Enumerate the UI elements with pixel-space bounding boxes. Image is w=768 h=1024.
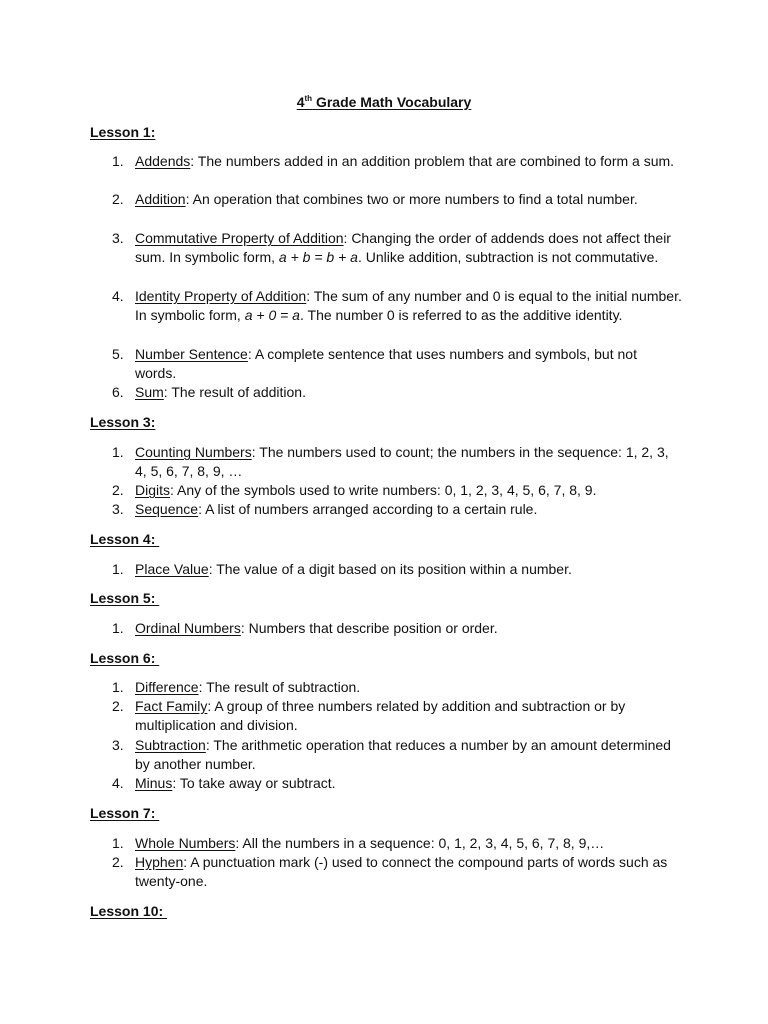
lesson-heading: Lesson 5: bbox=[90, 590, 160, 606]
vocab-term: Place Value bbox=[135, 561, 209, 577]
item-number: 5. bbox=[112, 346, 124, 362]
vocab-item bbox=[112, 834, 682, 853]
symbolic-formula: a + 0 = a bbox=[244, 307, 300, 324]
title-number: 4 bbox=[296, 94, 305, 110]
vocab-item bbox=[112, 345, 682, 384]
vocab-item bbox=[112, 560, 682, 579]
vocab-definition: : A list of numbers arranged according to a certain rule. bbox=[198, 501, 538, 517]
vocab-definition-end: . Unlike addition, subtraction is not commutative. bbox=[357, 249, 659, 266]
item-number: 2. bbox=[112, 482, 124, 498]
vocab-term: Sum bbox=[135, 384, 164, 400]
vocab-definition: : A complete sentence that uses numbers and symbols, but not words. bbox=[135, 346, 637, 382]
item-number: 1. bbox=[112, 561, 124, 577]
vocab-definition: : The numbers added in an addition problem that are combined to form a sum. bbox=[190, 153, 675, 169]
vocab-definition: : The result of subtraction. bbox=[198, 679, 361, 695]
lesson-heading: Lesson 6: bbox=[90, 650, 160, 666]
item-number: 1. bbox=[112, 679, 124, 695]
lesson-heading: Lesson 10: bbox=[90, 903, 168, 919]
item-number: 2. bbox=[112, 191, 124, 207]
vocab-definition: : The result of addition. bbox=[163, 384, 306, 400]
vocab-item bbox=[112, 678, 682, 697]
vocab-definition-end: . The number 0 is referred to as the additive identity. bbox=[299, 307, 623, 324]
vocab-definition: : Numbers that describe position or order. bbox=[240, 620, 498, 636]
vocab-term: Identity Property of Addition bbox=[135, 288, 307, 304]
item-number: 1. bbox=[112, 444, 124, 460]
item-number: 2. bbox=[112, 698, 124, 714]
vocab-term: Addends bbox=[135, 153, 191, 169]
item-number: 1. bbox=[112, 153, 124, 169]
item-number: 1. bbox=[112, 620, 124, 636]
item-number: 2. bbox=[112, 854, 124, 870]
vocab-item bbox=[112, 774, 682, 793]
lesson-heading: Lesson 7: bbox=[90, 805, 160, 821]
vocab-term: Commutative Property of Addition bbox=[135, 230, 344, 246]
symbolic-formula: a + b = b + a bbox=[278, 249, 358, 266]
vocab-definition: : A punctuation mark (-) used to connect the compound parts of words such as twenty-one. bbox=[135, 854, 668, 890]
vocab-term: Number Sentence bbox=[135, 346, 248, 362]
vocab-item bbox=[112, 443, 682, 482]
vocab-term: Digits bbox=[135, 482, 171, 498]
item-number: 3. bbox=[112, 737, 124, 753]
vocab-item bbox=[112, 736, 682, 775]
vocab-item bbox=[112, 190, 682, 209]
vocab-item bbox=[112, 229, 682, 268]
title-superscript: th bbox=[304, 94, 313, 103]
vocab-term: Minus bbox=[135, 775, 173, 791]
page-title bbox=[0, 93, 768, 111]
item-number: 1. bbox=[112, 835, 124, 851]
vocab-definition: : To take away or subtract. bbox=[172, 775, 336, 791]
item-number: 3. bbox=[112, 501, 124, 517]
vocab-definition: : An operation that combines two or more numbers to find a total number. bbox=[185, 191, 638, 207]
vocab-definition: : All the numbers in a sequence: 0, 1, 2, 3, 4, 5, 6, 7, 8, 9,… bbox=[235, 835, 605, 851]
vocab-term: Counting Numbers bbox=[135, 444, 252, 460]
vocab-definition: : The arithmetic operation that reduces a number by an amount determined by another number. bbox=[135, 737, 671, 773]
vocab-definition: : The value of a digit based on its position within a number. bbox=[208, 561, 572, 577]
vocab-term: Ordinal Numbers bbox=[135, 620, 241, 636]
vocab-definition: : The sum of any number and 0 is equal to the initial number. In symbolic form, bbox=[135, 288, 682, 324]
item-number: 6. bbox=[112, 384, 124, 400]
vocab-item bbox=[112, 383, 682, 402]
vocab-definition: : Changing the order of addends does not affect their sum. In symbolic form, bbox=[135, 230, 671, 266]
item-number: 4. bbox=[112, 775, 124, 791]
title-text: Grade Math Vocabulary bbox=[312, 94, 472, 110]
vocab-term: Sequence bbox=[135, 501, 199, 517]
lesson-heading: Lesson 4: bbox=[90, 531, 160, 547]
vocab-item bbox=[112, 287, 682, 326]
vocab-item bbox=[112, 152, 682, 171]
item-number: 3. bbox=[112, 230, 124, 246]
item-number: 4. bbox=[112, 288, 124, 304]
vocab-term: Whole Numbers bbox=[135, 835, 236, 851]
vocab-term: Subtraction bbox=[135, 737, 206, 753]
vocab-item bbox=[112, 697, 682, 736]
vocab-definition: : Any of the symbols used to write numbers: 0, 1, 2, 3, 4, 5, 6, 7, 8, 9. bbox=[170, 482, 597, 498]
vocab-item bbox=[112, 853, 682, 892]
vocab-definition: : A group of three numbers related by addition and subtraction or by multiplication and division. bbox=[135, 698, 626, 734]
vocab-term: Fact Family bbox=[135, 698, 208, 714]
vocab-term: Difference bbox=[135, 679, 199, 695]
lesson-heading: Lesson 3: bbox=[90, 414, 156, 430]
vocab-definition: : The numbers used to count; the numbers in the sequence: 1, 2, 3, 4, 5, 6, 7, 8, 9, … bbox=[135, 444, 669, 480]
vocab-term: Addition bbox=[135, 191, 186, 207]
vocab-term: Hyphen bbox=[135, 854, 184, 870]
vocab-item bbox=[112, 500, 682, 519]
lesson-heading: Lesson 1: bbox=[90, 124, 156, 140]
vocab-item bbox=[112, 619, 682, 638]
vocab-item bbox=[112, 481, 682, 500]
